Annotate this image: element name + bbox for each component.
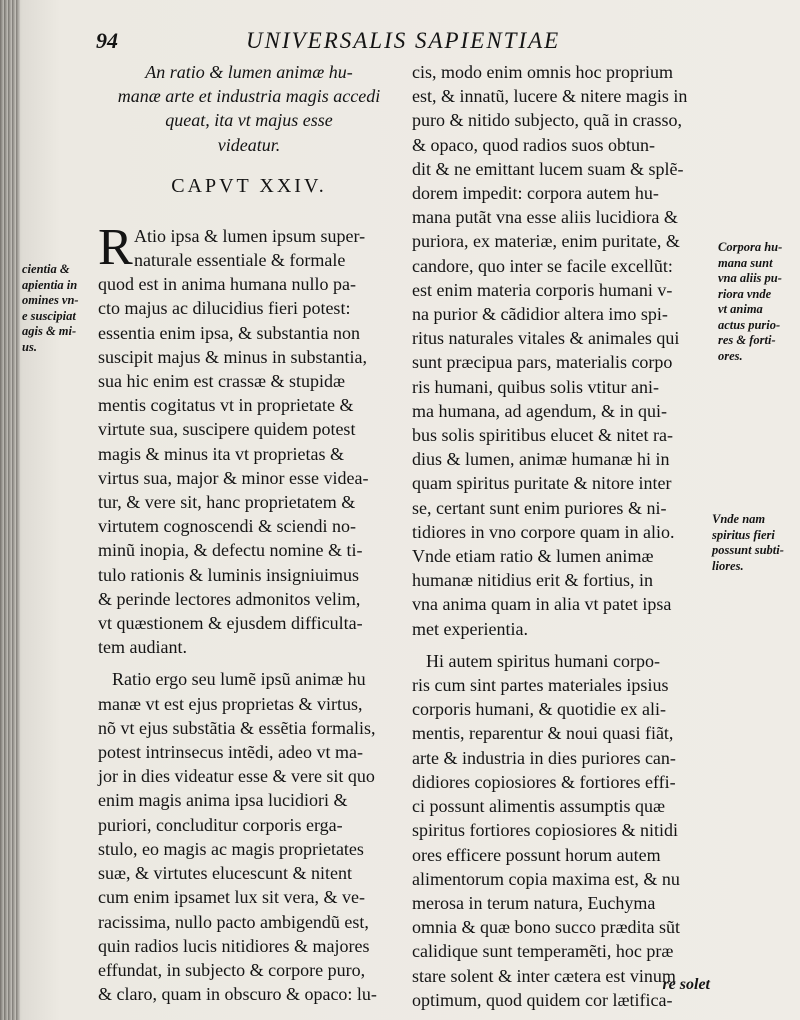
- text-line: omnia & quæ bono succo prædita sũt: [412, 917, 680, 938]
- text-line: optimum, quod quidem cor lætifica-: [412, 989, 673, 1010]
- text-line: mentis cogitatus vt in proprietate &: [98, 395, 354, 416]
- text-line: actus purio-: [718, 317, 781, 332]
- text-line: potest intrinsecus intẽdi, adeo vt ma-: [98, 742, 363, 763]
- text-line: Hi autem spiritus humani corpo-: [426, 650, 660, 671]
- text-line: e suscipiat: [22, 308, 76, 323]
- text-line: vt quæstionem & ejusdem difficulta-: [98, 613, 363, 634]
- text-line: dius & lumen, animæ humanæ hi in: [412, 449, 670, 470]
- text-line: stulo, eo magis ac magis proprietates: [98, 838, 364, 859]
- text-line: puriori, concluditur corporis erga-: [98, 814, 343, 835]
- text-line: spiritus fieri: [712, 527, 775, 542]
- text-line: est, & innatũ, lucere & nitere magis in: [412, 86, 688, 107]
- text-line: arte & industria in dies puriores can-: [412, 747, 676, 768]
- chapter-number: CAPVT XXIV.: [171, 174, 327, 197]
- text-line: met experientia.: [412, 618, 528, 639]
- text-line: mana putãt vna esse aliis lucidiora &: [412, 207, 678, 228]
- catchword: re solet: [662, 976, 710, 993]
- text-line: ores.: [718, 348, 743, 363]
- text-line: liores.: [712, 558, 744, 573]
- text-line: ris cum sint partes materiales ipsius: [412, 675, 669, 696]
- text-line: Vnde nam: [712, 512, 766, 526]
- text-line: merosa in terum natura, Euchyma: [412, 892, 656, 913]
- text-line: Vnde etiam ratio & lumen animæ: [412, 546, 654, 567]
- text-line: ci possunt alimentis assumptis quæ: [412, 796, 666, 817]
- text-line: queat, ita vt majus esse: [165, 110, 333, 131]
- text-line: Corpora hu-: [718, 240, 783, 254]
- chapter-heading: [98, 60, 400, 157]
- text-line: humanæ nitidius erit & fortius, in: [412, 570, 653, 591]
- text-line: naturale essentiale & formale: [134, 250, 346, 271]
- text-line: suæ, & virtutes elucescunt & nitent: [98, 863, 352, 884]
- drop-cap: R: [98, 218, 133, 276]
- text-line: & perinde lectores admonitos velim,: [98, 588, 361, 609]
- text-line: tur, & vere sit, hanc proprietatem &: [98, 492, 356, 513]
- text-line: An ratio & lumen animæ hu-: [145, 62, 353, 82]
- text-line: spiritus fortiores copiosiores & nitidi: [412, 820, 678, 841]
- text-line: essentia enim ipsa, & substantia non: [98, 322, 360, 343]
- text-line: & claro, quam in obscuro & opaco: lu-: [98, 984, 377, 1005]
- running-head: [96, 28, 736, 56]
- right-paragraph-2: [412, 649, 712, 1012]
- text-line: Atio ipsa & lumen ipsum super-: [134, 225, 366, 246]
- text-line: puro & nitido subjecto, quã in crasso,: [412, 110, 682, 131]
- text-line: manæ arte et industria magis accedi: [117, 86, 381, 107]
- text-line: est enim materia corporis humani v-: [412, 279, 673, 300]
- text-line: dorem impedit: corpora autem hu-: [412, 183, 659, 204]
- text-line: vt anima: [718, 302, 763, 316]
- text-line: tulo rationis & luminis insigniuimus: [98, 564, 360, 585]
- text-line: us.: [22, 339, 37, 354]
- text-line: virtus sua, major & minor esse videa-: [98, 467, 369, 488]
- text-line: mana sunt: [718, 255, 773, 270]
- text-line: videatur.: [217, 134, 281, 155]
- text-line: ma humana, ad agendum, & in qui-: [412, 400, 667, 421]
- text-line: bus solis spiritibus elucet & nitet ra-: [412, 425, 673, 446]
- opening-paragraph: [98, 218, 400, 276]
- text-line: omines vn-: [22, 293, 79, 307]
- text-line: manæ vt est ejus proprietas & virtus,: [98, 693, 363, 714]
- text-line: agis & mi-: [22, 324, 77, 338]
- text-line: calidique sunt temperamẽti, hoc præ: [412, 941, 674, 962]
- text-line: possunt subti-: [712, 543, 784, 557]
- text-line: enim magis anima ipsa lucidiori &: [98, 790, 348, 811]
- marginal-note-right-top: [718, 240, 782, 364]
- running-title: UNIVERSALIS SAPIENTIAE: [246, 28, 561, 53]
- text-line: & opaco, quod radios suos obtun-: [412, 134, 655, 155]
- text-line: res & forti-: [718, 333, 776, 347]
- left-paragraph-1: [98, 272, 400, 659]
- text-line: virtute sua, suscipere quidem potest: [98, 419, 356, 440]
- text-line: quod est in anima humana nullo pa-: [98, 274, 356, 295]
- text-line: virtutem cognoscendi & sciendi no-: [98, 516, 356, 537]
- text-line: cto majus ac dilucidius fieri potest:: [98, 298, 351, 319]
- text-line: quin radios lucis nitidiores & majores: [98, 935, 370, 956]
- text-line: sua hic enim est crassæ & stupidæ: [98, 371, 345, 392]
- text-line: apientia in: [22, 277, 78, 292]
- right-column: [412, 60, 712, 1012]
- text-line: se, certant sunt enim puriores & ni-: [412, 497, 667, 518]
- left-paragraph-2: [98, 667, 400, 1006]
- text-line: candore, quo inter se facile excellũt:: [412, 255, 673, 276]
- text-line: vna anima quam in alia vt patet ipsa: [412, 594, 672, 615]
- text-line: Ratio ergo seu lumẽ ipsũ animæ hu: [112, 669, 366, 690]
- text-line: cientia &: [22, 262, 70, 276]
- left-column: [98, 60, 400, 1006]
- text-line: stare solent & inter cætera est vinum: [412, 965, 676, 986]
- drop-cap-lines: [98, 218, 400, 276]
- text-line: alimentorum copia maxima est, & nu: [412, 868, 680, 889]
- text-line: magis & minus ita vt proprietas &: [98, 443, 344, 464]
- text-line: suscipit majus & minus in substantia,: [98, 346, 367, 367]
- text-line: ritus naturales vitales & animales qui: [412, 328, 680, 349]
- text-line: corporis humani, & quotidie ex ali-: [412, 699, 666, 720]
- text-line: ris humani, quibus solis vtitur ani-: [412, 376, 659, 397]
- text-line: quam spiritus puritate & nitore inter: [412, 473, 672, 494]
- text-line: cum enim ipsamet lux sit vera, & ve-: [98, 887, 365, 908]
- page-number: 94: [96, 28, 118, 53]
- text-line: dit & ne emittant lucem suam & splẽ-: [412, 158, 684, 179]
- text-line: puriora, ex materiæ, enim puritate, &: [412, 231, 680, 252]
- text-line: tem audiant.: [98, 637, 187, 658]
- text-line: jor in dies videatur esse & vere sit quo: [98, 766, 375, 787]
- text-line: riora vnde: [718, 286, 772, 301]
- text-line: nõ vt ejus substãtia & essẽtia formalis,: [98, 717, 376, 738]
- right-paragraph-1: [412, 60, 712, 641]
- text-line: mentis, reparentur & noui quasi fiãt,: [412, 723, 674, 744]
- marginal-note-left: [22, 262, 79, 355]
- text-line: ores efficere possunt horum autem: [412, 844, 661, 865]
- text-line: didiores copiosiores & fortiores effi-: [412, 771, 676, 792]
- page-gutter: [0, 0, 20, 1020]
- text-line: sunt præcipua pars, materialis corpo: [412, 352, 673, 373]
- text-line: vna aliis pu-: [718, 271, 782, 285]
- text-line: racissima, nullo pacto ambigendũ est,: [98, 911, 369, 932]
- text-line: minũ inopia, & defectu nomine & ti-: [98, 540, 363, 561]
- text-line: na purior & cãdidior altera imo spi-: [412, 304, 668, 325]
- text-line: cis, modo enim omnis hoc proprium: [412, 62, 673, 82]
- text-line: effundat, in subjecto & corpore puro,: [98, 959, 366, 980]
- marginal-note-right-bottom: [712, 512, 784, 574]
- text-line: tidiores in vno corpore quam in alio.: [412, 521, 675, 542]
